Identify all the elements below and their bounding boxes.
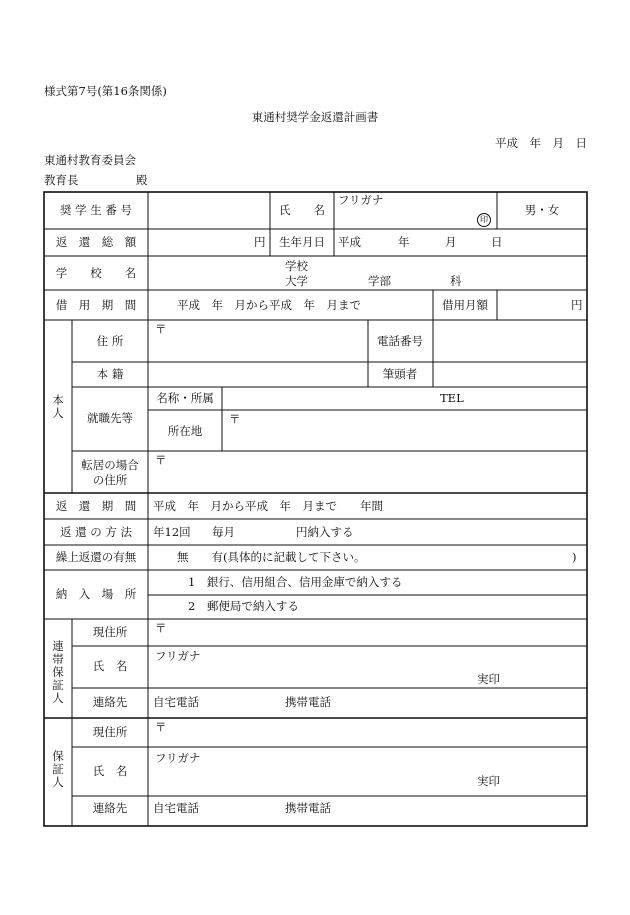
section-honnin-label: 本人: [52, 393, 64, 420]
employer-name-label: 名称・所属: [156, 391, 214, 405]
document-title: 東通村奨学金返還計画書: [251, 110, 379, 124]
guarantor-address-label: 現住所: [92, 725, 128, 739]
section-joint-guarantor-label: 連帯保証人: [52, 639, 64, 705]
payment-option-bank: 1 銀行、信用組合、信用金庫で納入する: [188, 575, 403, 589]
joint-mobile-label: 携帯電話: [285, 695, 331, 709]
university-suffix: 大学: [285, 274, 308, 288]
form-number: 様式第7号(第16条関係): [44, 84, 167, 98]
repay-period-value: 平成 年 月から平成 年 月まで 年間: [153, 499, 383, 513]
dob-year: 年: [398, 235, 410, 249]
phone-label: 電話番号: [377, 334, 423, 348]
moving-address-label-1: 転居の場合: [81, 458, 139, 472]
address-label: 住 所: [96, 334, 124, 348]
joint-address-label: 現住所: [92, 625, 128, 639]
loan-period-value: 平成 年 月から平成 年 月まで: [177, 298, 361, 312]
joint-seal-label: 実印: [477, 672, 500, 686]
repay-monthly: 毎月: [212, 525, 235, 539]
dob-day: 日: [491, 235, 503, 249]
date-line: 平成 年 月 日: [495, 136, 587, 150]
joint-contact-label: 連絡先: [92, 695, 128, 709]
repay-amount-suffix: 円納入する: [296, 525, 354, 539]
employer-tel-label: TEL: [440, 391, 464, 405]
monthly-loan-label: 借用月額: [442, 298, 488, 312]
early-repay-value: 無 有(具体的に記載して下さい。: [177, 550, 366, 564]
domicile-label: 本 籍: [96, 367, 124, 381]
dob-label: 生年月日: [279, 235, 325, 249]
guarantor-postal-mark: 〒: [155, 720, 167, 734]
school-suffix: 学校: [285, 259, 308, 273]
addressee-org: 東通村教育委員会: [44, 153, 136, 167]
payment-place-label: 納 入 場 所: [55, 587, 137, 601]
faculty-suffix: 学部: [368, 274, 391, 288]
early-repay-close: ): [572, 550, 577, 564]
guarantor-contact-label: 連絡先: [92, 801, 128, 815]
location-postal-mark: 〒: [229, 412, 241, 426]
total-repay-label: 返 還 総 額: [55, 235, 137, 249]
joint-furigana-label: フリガナ: [155, 649, 201, 663]
family-head-label: 筆頭者: [382, 367, 418, 381]
guarantor-seal-label: 実印: [477, 774, 500, 788]
repay-per-year: 年12回: [153, 525, 191, 539]
repay-method-label: 返 還 の 方 法: [59, 525, 133, 539]
employer-label: 就職先等: [87, 411, 133, 425]
joint-home-phone-label: 自宅電話: [153, 695, 199, 709]
name-label: 氏 名: [279, 203, 325, 217]
gender-field[interactable]: 男・女: [524, 203, 560, 217]
loan-period-label: 借 用 期 間: [55, 298, 137, 312]
repay-period-label: 返 還 期 間: [55, 499, 137, 513]
guarantor-mobile-label: 携帯電話: [285, 801, 331, 815]
student-number-label: 奨 学 生 番 号: [59, 203, 133, 217]
school-name-label: 学 校 名: [55, 266, 137, 280]
guarantor-home-phone-label: 自宅電話: [153, 801, 199, 815]
dob-era: 平成: [338, 235, 361, 249]
total-repay-yen: 円: [254, 235, 266, 249]
addressee-person: 教育長 殿: [44, 173, 148, 187]
guarantor-name-label: 氏 名: [92, 764, 128, 778]
joint-name-label: 氏 名: [92, 659, 128, 673]
dob-month: 月: [445, 235, 457, 249]
monthly-loan-yen: 円: [571, 298, 583, 312]
moving-postal-mark: 〒: [155, 453, 167, 467]
guarantor-furigana-label: フリガナ: [155, 751, 201, 765]
name-furigana-label: フリガナ: [338, 193, 384, 207]
section-guarantor-label: 保証人: [52, 749, 64, 789]
seal-icon: 印: [477, 213, 491, 227]
postal-mark: 〒: [155, 322, 167, 336]
moving-address-label-2: の住所: [92, 473, 128, 487]
payment-option-post: 2 郵便局で納入する: [188, 599, 299, 613]
early-repay-label: 繰上返還の有無: [55, 550, 137, 564]
joint-postal-mark: 〒: [155, 621, 167, 635]
dept-suffix: 科: [450, 274, 462, 288]
location-label: 所在地: [167, 424, 203, 438]
